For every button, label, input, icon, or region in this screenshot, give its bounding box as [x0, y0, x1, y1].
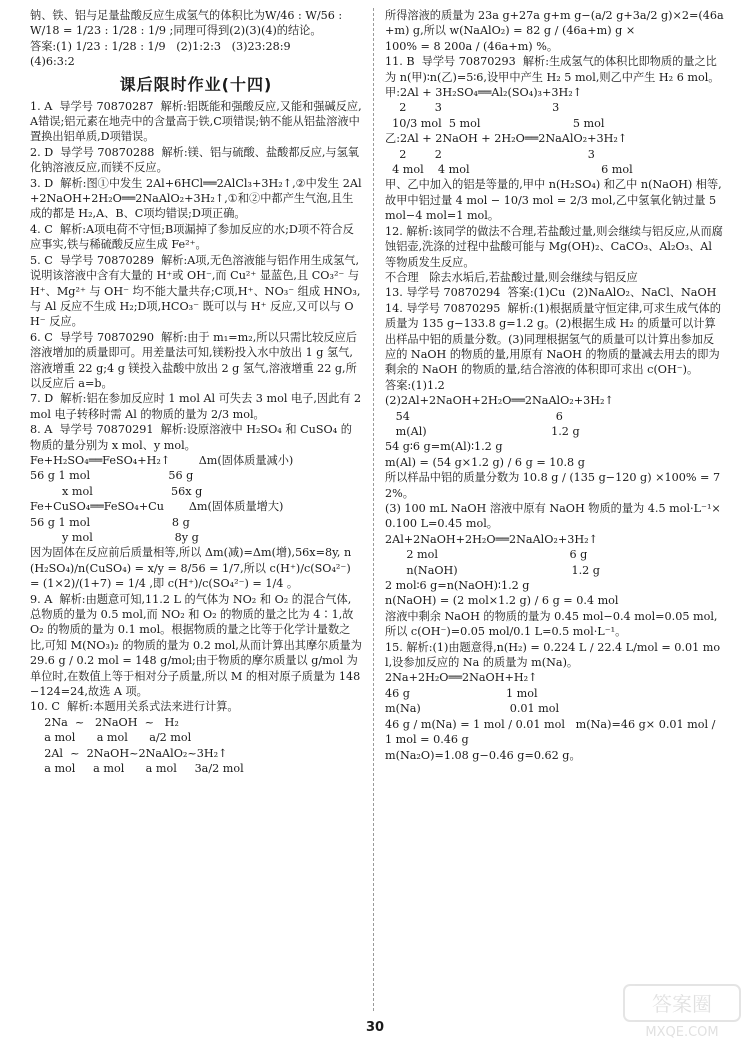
text-line: 10. C 解析:本题用关系式法来进行计算。	[30, 700, 239, 714]
text-line: 答案:(1)1.2	[385, 378, 445, 392]
equation-line: m(Na) 0.01 mol	[385, 702, 560, 716]
equation-line: (2)2Al+2NaOH+2H₂O══2NaAlO₂+3H₂↑	[385, 394, 614, 408]
equation-line: n(NaOH) 1.2 g	[385, 563, 600, 577]
equation-line: 2 2 3	[385, 147, 595, 161]
svg-text:答案圈: 答案圈	[652, 992, 712, 1016]
equation-line: x mol 56x g	[30, 484, 203, 498]
page-number: 30	[365, 1020, 385, 1035]
text-line: 13. 导学号 70870294 答案:(1)Cu (2)NaAlO₂、NaCl、NaOH	[385, 286, 717, 300]
text-line: W/18 = 1/23 : 1/28 : 1/9 ;同理可得到(2)(3)(4)的结论。	[30, 24, 322, 38]
equation-line: Fe+CuSO₄══FeSO₄+Cu Δm(固体质量增大)	[30, 500, 284, 514]
text-line: 1. A 导学号 70870287 解析:铝既能和强酸反应,又能和强碱反应,A错误;铝元素在地壳中的含量高于铁,C项错误;钠不能从铝盐溶液中置换出铝单质,D项错误。	[30, 99, 362, 144]
equation-line: 56 g 1 mol 56 g	[30, 469, 194, 483]
text-line: 答案:(1) 1/23 : 1/28 : 1/9 (2)1:2:3 (3)23:28:9	[30, 39, 291, 53]
text-line: 溶液中剩余 NaOH 的物质的量为 0.45 mol−0.4 mol=0.05 mol,所以 c(OH⁻)=0.05 mol/0.1 L=0.5 mol·L⁻¹。	[385, 609, 718, 639]
equation-line: 2Al ~ 2NaOH~2NaAlO₂~3H₂↑	[30, 746, 228, 760]
text-line: (4)6:3:2	[30, 55, 75, 69]
equation-line: a mol a mol a mol 3a/2 mol	[30, 762, 244, 776]
text-line: 不合理 除去水垢后,若盐酸过量,则会继续与铝反应	[385, 270, 638, 284]
text-line: 所得溶液的质量为 23a g+27a g+m g−(a/2 g+3a/2 g)×2=(46a+m) g,所以 w(NaAlO₂) = 82 g / (46a+m) g ×	[385, 9, 724, 38]
text-line: 2 mol∶6 g=n(NaOH)∶1.2 g	[385, 579, 530, 593]
text-line: 6. C 导学号 70870290 解析:由于 m₁=m₂,所以只需比较反应后溶液增加的质量即可。用差量法可知,镁粉投入水中放出 1 g 氢气,溶液增重 22 g;4 g 镁投入盐酸中放出 2 g 氢气,溶液增重 22 g,所以反应后 a=b。	[30, 330, 357, 390]
text-line: 3. D 解析:图①中发生 2Al+6HCl══2AlCl₃+3H₂↑,②中发生 2Al+2NaOH+2H₂O══2NaAlO₂+3H₂↑,①和②中都产生气泡,且生成的都是 H₂,A、B、C项均错误;D项正确。	[30, 176, 362, 221]
equation-line: 乙:2Al + 2NaOH + 2H₂O══2NaAlO₂+3H₂↑	[385, 132, 628, 146]
text-line: m(Al) = (54 g×1.2 g) / 6 g = 10.8 g	[385, 455, 585, 469]
text-line: 因为固体在反应前后质量相等,所以 Δm(减)=Δm(增),56x=8y, n(H₂SO₄)/n(CuSO₄) = x/y = 8/56 = 1/7,所以 c(H⁺)/c(SO₄²⁻) = (1×2)/(1+7) = 1/4 ,即 c(H⁺)/c(SO₄²⁻) = 1/4 。	[30, 546, 355, 591]
text-line: 12. 解析:该同学的做法不合理,若盐酸过量,则会继续与铝反应,从而腐蚀铝壶,洗涤的过程中盐酸可能与 Mg(OH)₂、CaCO₃、Al₂O₃、Al 等物质发生反应。	[385, 224, 723, 269]
right-column	[385, 8, 725, 1011]
column-divider	[373, 8, 374, 1011]
left-column	[30, 8, 366, 1011]
text-line: 54 g∶6 g=m(Al)∶1.2 g	[385, 440, 503, 454]
text-line: 11. B 导学号 70870293 解析:生成氢气的体积比即物质的量之比为 n(甲)∶n(乙)=5∶6,设甲中产生 H₂ 5 mol,则乙中产生 H₂ 6 mol。	[385, 55, 720, 84]
text-line: 所以样品中铝的质量分数为 10.8 g / (135 g−120 g) ×100% = 72%。	[385, 471, 721, 500]
text-line: 7. D 解析:铝在参加反应时 1 mol Al 可失去 3 mol 电子,因此有 2 mol 电子转移时需 Al 的物质的量为 2/3 mol。	[30, 392, 365, 421]
text-line: 4. C 解析:A项电荷不守恒;B项漏掉了参加反应的水;D项不符合反应事实,铁与稀硫酸反应生成 Fe²⁺。	[30, 222, 354, 252]
equation-line: m(Al) 1.2 g	[385, 424, 580, 438]
equation-line: y mol 8y g	[30, 531, 199, 544]
text-line: 甲、乙中加入的铝是等量的,甲中 n(H₂SO₄) 和乙中 n(NaOH) 相等,故甲中铝过量 4 mol − 10/3 mol = 2/3 mol,乙中氢氧化钠过量 5 mol−4 mol=1 mol。	[385, 178, 722, 223]
text-line: (3) 100 mL NaOH 溶液中原有 NaOH 物质的量为 4.5 mol·L⁻¹×0.100 L=0.45 mol。	[385, 502, 721, 531]
text-line: 100% = 8 200a / (46a+m) %。	[385, 39, 559, 53]
equation-line: 10/3 mol 5 mol 5 mol	[385, 116, 605, 130]
text-line: 46 g / m(Na) = 1 mol / 0.01 mol m(Na)=46 g× 0.01 mol / 1 mol = 0.46 g	[385, 717, 719, 747]
equation-line: 56 g 1 mol 8 g	[30, 515, 190, 529]
equation-line: a mol a mol a/2 mol	[30, 731, 192, 745]
equation-line: 2Na+2H₂O══2NaOH+H₂↑	[385, 671, 538, 685]
equation-line: 4 mol 4 mol 6 mol	[385, 163, 633, 177]
equation-line: 2Al+2NaOH+2H₂O══2NaAlO₂+3H₂↑	[385, 532, 599, 546]
text-line: 9. A 解析:由题意可知,11.2 L 的气体为 NO₂ 和 O₂ 的混合气体,总物质的量为 0.5 mol,而 NO₂ 和 O₂ 的物质的量之比为 4∶1,故 O₂ 的物质的量为 0.1 mol。根据物质的量之比等于化学计量数之比,可知 M(NO₃)₂ 的物质的量为 0.2 mol,从而计算出其摩尔质量为 29.6 g / 0.2 mol = 148 g/mol;由于物质的摩尔质量以 g/mol 为单位时,在数值上等于相对分子质量,所以 M 的相对原子质量为 148−124=24,故选 A 项。	[30, 592, 366, 699]
equation-line: 2Na ~ 2NaOH ~ H₂	[30, 715, 179, 729]
equation-line: 46 g 1 mol	[385, 686, 538, 700]
equation-line: 54 6	[385, 409, 563, 423]
section-title: 课后限时作业(十四)	[119, 74, 273, 94]
watermark-logo	[622, 983, 742, 1041]
text-line: 5. C 导学号 70870289 解析:A项,无色溶液能与铝作用生成氢气,说明该溶液中含有大量的 H⁺或 OH⁻,而 Cu²⁺ 显蓝色,且 CO₃²⁻ 与 H⁺、Mg²⁺ 与 OH⁻ 均不能大量共存;C项,H⁺、NO₃⁻ 组成 HNO₃,与 Al 反应不生成 H₂;D项,HCO₃⁻ 既可以与 H⁺ 反应,又可以与 OH⁻ 反应。	[30, 253, 363, 329]
text-line: 钠、铁、铝与足量盐酸反应生成氢气的体积比为W/46 : W/56 :	[30, 9, 343, 22]
text-line: 14. 导学号 70870295 解析:(1)根据质量守恒定律,可求生成气体的质量为 135 g−133.8 g=1.2 g。(2)根据生成 H₂ 的质量可以计算出样品中铝的质量分数。(3)同理根据氢气的质量可以计算出参加反应的 NaOH 的物质的量,用原有 NaOH 的物质的量减去用去的即为剩余的 NaOH 的物质的量,结合溶液的体积即可求出 c(OH⁻)。	[385, 301, 721, 377]
text-line: 15. 解析:(1)由题意得,n(H₂) = 0.224 L / 22.4 L/mol = 0.01 mol,设参加反应的 Na 的质量为 m(Na)。	[385, 640, 721, 670]
text-line: m(Na₂O)=1.08 g−0.46 g=0.62 g。	[385, 748, 581, 762]
equation-line: 甲:2Al + 3H₂SO₄══Al₂(SO₄)₃+3H₂↑	[385, 86, 583, 100]
svg-text:MXQE.COM: MXQE.COM	[645, 1025, 719, 1040]
equation-line: Fe+H₂SO₄══FeSO₄+H₂↑ Δm(固体质量减小)	[30, 453, 294, 467]
equation-line: 2 mol 6 g	[385, 548, 588, 562]
text-line: 2. D 导学号 70870288 解析:镁、铝与硫酸、盐酸都反应,与氢氧化钠溶液反应,而镁不反应。	[30, 145, 360, 175]
text-line: 8. A 导学号 70870291 解析:设原溶液中 H₂SO₄ 和 CuSO₄ 的物质的量分别为 x mol、y mol。	[30, 423, 352, 452]
text-line: n(NaOH) = (2 mol×1.2 g) / 6 g = 0.4 mol	[385, 594, 619, 608]
equation-line: 2 3 3	[385, 101, 560, 115]
